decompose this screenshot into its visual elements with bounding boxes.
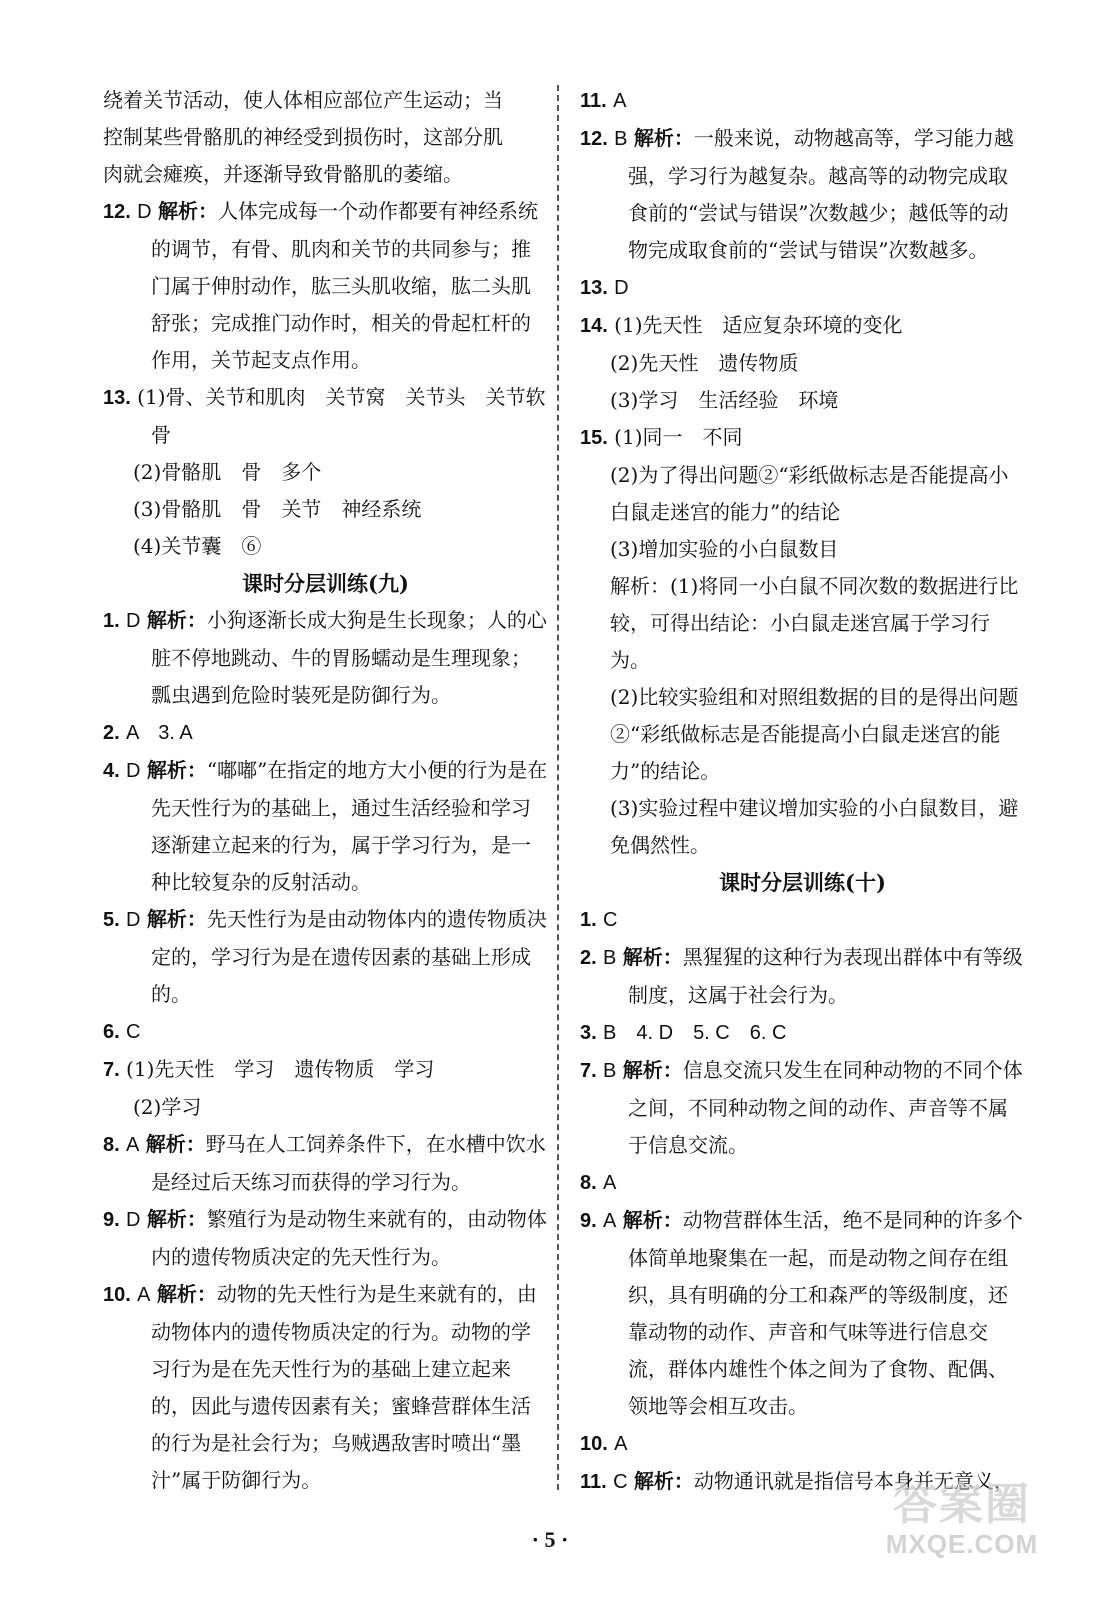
item-answer: D: [614, 277, 629, 299]
item-answer: A: [603, 1210, 617, 1232]
item-answer: A: [614, 1433, 628, 1455]
analysis-label: 解析：: [157, 199, 218, 223]
item-answer: A: [603, 1172, 617, 1194]
answer-item: [580, 1052, 1025, 1164]
analysis-label: 解析：: [145, 1132, 206, 1156]
item-number: 9.: [103, 1209, 120, 1231]
page-number: · 5 ·: [531, 1527, 569, 1552]
item-number: 14.: [580, 315, 608, 337]
section-title: 课时分层训练(十): [719, 870, 886, 895]
item-text: (1)先天性 适应复杂环境的变化: [614, 313, 903, 337]
answer-item: [580, 1164, 1025, 1202]
answer-item: [103, 714, 548, 752]
item-number: 6.: [103, 1021, 120, 1043]
item-number: 13.: [103, 387, 131, 409]
sub-answer: (3)骨骼肌 骨 关节 神经系统: [133, 497, 422, 521]
answer-item: [103, 1201, 548, 1276]
answer-item: [580, 120, 1025, 269]
section-title: 课时分层训练(九): [242, 571, 409, 596]
item-answer: B: [603, 947, 617, 969]
item-number: 2.: [103, 722, 120, 744]
answer-item: [580, 307, 1025, 345]
item-text: 动物的先天性行为是生来就有的，由动物体内的遗传物质决定的行为。动物的学习行为是在先天性行为的基础上建立起来的，因此与遗传因素有关；蜜蜂营群体生活的行为是社会行为；乌贼遇敌害时喷出“墨汁”属于防御行为。: [151, 1282, 537, 1492]
answer-item: [103, 1013, 548, 1051]
item-text: (1)骨、关节和肌肉 关节窝 关节头 关节软骨: [137, 385, 546, 447]
item-text: 小狗逐渐长成大狗是生长现象；人的心脏不停地跳动、牛的胃肠蠕动是生理现象；瓢虫遇到危险时装死是防御行为。: [151, 608, 547, 707]
analysis-paragraph: 解析：(1)将同一小白鼠不同次数的数据进行比较，可得出结论：小白鼠走迷宫属于学习行为。: [610, 574, 1019, 672]
sub-answer: (3)学习 生活经验 环境: [610, 388, 839, 412]
answer-item: [103, 1051, 548, 1089]
answer-item: [580, 82, 1025, 120]
item-answer: D: [126, 610, 141, 632]
item-answer: B: [603, 1060, 617, 1082]
item-number: 10.: [580, 1433, 608, 1455]
answer-item: [580, 939, 1025, 1014]
analysis-label: 解析：: [622, 1208, 683, 1232]
item-text: 信息交流只发生在同种动物的不同个体之间，不同种动物之间的动作、声音等不属于信息交流。: [628, 1058, 1023, 1157]
item-number: 8.: [103, 1134, 120, 1156]
answer-item: [103, 1126, 548, 1201]
analysis-label: 解析：: [156, 1282, 217, 1306]
answer-item: [103, 379, 548, 454]
answer-item: [580, 1014, 1025, 1052]
item-number: 7.: [580, 1060, 597, 1082]
sub-answer: (2)学习: [133, 1095, 202, 1119]
item-text: 先天性行为是由动物体内的遗传物质决定的，学习行为是在遗传因素的基础上形成的。: [151, 907, 547, 1006]
item-answer: A: [613, 90, 627, 112]
item-number: 1.: [580, 909, 597, 931]
item-number: 12.: [580, 128, 608, 150]
item-text: 动物营群体生活，绝不是同种的许多个体简单地聚集在一起，而是动物之间存在组织，具有明确的分工和森严的等级制度，还靠动物的动作、声音和气味等进行信息交流，群体内雄性个体之间为了食物、配偶、领地等会相互攻击。: [628, 1208, 1023, 1418]
sub-answer: (2)骨骼肌 骨 多个: [133, 460, 322, 484]
item-number: 12.: [103, 201, 131, 223]
analysis-label: 解析：: [622, 945, 683, 969]
analysis-label: 解析：: [633, 126, 694, 150]
item-answer: D: [126, 760, 141, 782]
continuation-line: 肉就会瘫痪，并逐渐导致骨骼肌的萎缩。: [103, 162, 463, 186]
item-text: 人体完成每一个动作都要有神经系统的调节，有骨、肌肉和关节的共同参与；推门属于伸肘动作，肱三头肌收缩，肱二头肌舒张；完成推门动作时，相关的骨起杠杆的作用，关节起支点作用。: [151, 199, 538, 372]
item-text: 野马在人工饲养条件下，在水槽中饮水是经过后天练习而获得的学习行为。: [151, 1132, 546, 1194]
sub-answer: (2)为了得出问题②“彩纸做标志是否能提高小白鼠走迷宫的能力”的结论: [610, 463, 1009, 524]
analysis-label: 解析：: [146, 608, 207, 632]
item-number: 9.: [580, 1210, 597, 1232]
item-answer: B: [614, 128, 628, 150]
analysis-label: 解析：: [146, 907, 207, 931]
sub-answer: (2)先天性 遗传物质: [610, 351, 799, 375]
item-answer: B 4. D 5. C 6. C: [603, 1022, 787, 1044]
right-column: [580, 82, 1025, 1501]
item-answer: D: [126, 909, 141, 931]
continuation-line: 绕着关节活动，使人体相应部位产生运动；当: [103, 88, 503, 112]
item-number: 10.: [103, 1284, 131, 1306]
watermark-url: MXQE.COM: [885, 1529, 1039, 1559]
answer-item: [103, 193, 548, 379]
item-answer: A: [126, 1134, 140, 1156]
item-number: 5.: [103, 909, 120, 931]
item-number: 11.: [580, 90, 607, 112]
item-number: 4.: [103, 760, 120, 782]
item-answer: D: [126, 1209, 141, 1231]
analysis-paragraph: (3)实验过程中建议增加实验的小白鼠数目，避免偶然性。: [610, 796, 1019, 857]
item-text: “嘟嘟”在指定的地方大小便的行为是在先天性行为的基础上，通过生活经验和学习逐渐建立起来的行为，属于学习行为，是一种比较复杂的反射活动。: [151, 758, 548, 894]
continuation-line: 控制某些骨骼肌的神经受到损伤时，这部分肌: [103, 125, 503, 149]
watermark-logo: 答案圈: [893, 1480, 1031, 1529]
item-number: 11.: [580, 1471, 607, 1493]
item-number: 7.: [103, 1059, 120, 1081]
item-text: 动物通讯就是指信号本身并无意义，: [693, 1469, 1014, 1493]
item-text: 黑猩猩的这种行为表现出群体中有等级制度，这属于社会行为。: [628, 945, 1023, 1007]
item-number: 2.: [580, 947, 597, 969]
answer-item: [103, 602, 548, 714]
item-text: (1)先天性 学习 遗传物质 学习: [126, 1057, 435, 1081]
item-answer: C: [613, 1471, 628, 1493]
answer-item: [580, 901, 1025, 939]
item-text: 一般来说，动物越高等，学习能力越强，学习行为越复杂。越高等的动物完成取食前的“尝试与错误”次数越少；越低等的动物完成取食前的“尝试与错误”次数越多。: [628, 126, 1014, 262]
item-answer: A 3. A: [126, 722, 193, 744]
sub-answer: (4)关节囊 ⑥: [133, 534, 262, 558]
answer-item: [580, 419, 1025, 457]
item-number: 13.: [580, 277, 608, 299]
item-number: 1.: [103, 610, 120, 632]
analysis-paragraph: (2)比较实验组和对照组数据的目的是得出问题②“彩纸做标志是否能提高小白鼠走迷宫的能力”的结论。: [610, 685, 1019, 783]
answer-item: [580, 269, 1025, 307]
analysis-label: 解析：: [146, 1207, 207, 1231]
answer-item: [103, 752, 548, 901]
answer-item: [103, 1276, 548, 1499]
item-number: 8.: [580, 1172, 597, 1194]
item-answer: C: [126, 1021, 141, 1043]
analysis-label: 解析：: [633, 1469, 694, 1493]
answer-item: [580, 1425, 1025, 1463]
analysis-label: 解析：: [622, 1058, 683, 1082]
item-answer: C: [603, 909, 618, 931]
item-number: 3.: [580, 1022, 597, 1044]
item-text: (1)同一 不同: [614, 425, 743, 449]
sub-answer: (3)增加实验的小白鼠数目: [610, 537, 839, 561]
item-answer: D: [137, 201, 152, 223]
item-text: 繁殖行为是动物生来就有的，由动物体内的遗传物质决定的先天性行为。: [151, 1207, 547, 1269]
left-column: [103, 82, 548, 1499]
watermark: [862, 1481, 1062, 1560]
answer-item: [103, 901, 548, 1013]
column-divider: [557, 85, 559, 1490]
analysis-label: 解析：: [146, 758, 207, 782]
item-number: 15.: [580, 427, 608, 449]
item-answer: A: [137, 1284, 151, 1306]
answer-item: [580, 1202, 1025, 1425]
